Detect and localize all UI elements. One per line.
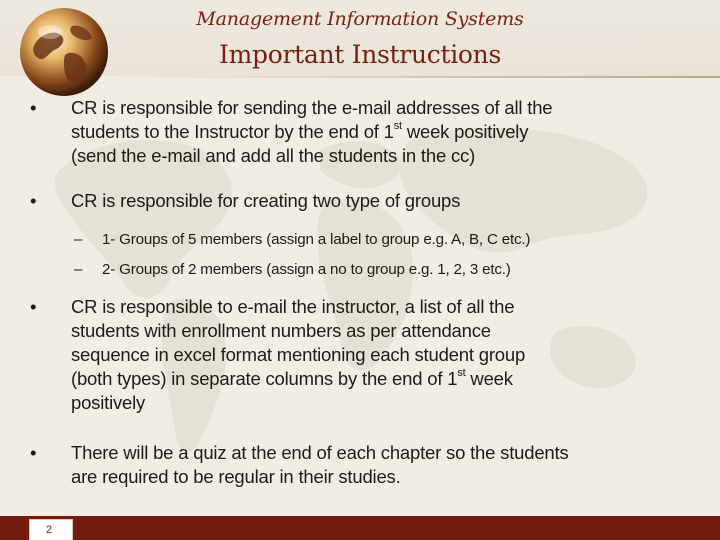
- bullet-line-part: students to the Instructor by the end of 1: [71, 121, 394, 142]
- bullet-line: There will be a quiz at the end of each chapter so the students: [71, 442, 569, 463]
- bullet-line: positively: [71, 392, 146, 413]
- bullet-marker: •: [30, 296, 37, 317]
- bullet-marker: •: [30, 442, 37, 463]
- bullet-line-part: week: [465, 368, 513, 389]
- subitem-text: 2- Groups of 2 members (assign a no to group e.g. 1, 2, 3 etc.): [102, 261, 511, 278]
- bullet-line: students with enrollment numbers as per attendance: [71, 320, 491, 341]
- bullet-text: [71, 441, 711, 489]
- bullet-line: sequence in excel format mentioning each student group: [71, 344, 526, 365]
- bullet-line: (send the e-mail and add all the students in the cc): [71, 145, 476, 166]
- bullet-line-part: week positively: [401, 121, 529, 142]
- bullet-line: [71, 120, 711, 144]
- bullet-marker: •: [30, 97, 37, 118]
- bullet-marker: •: [30, 190, 37, 211]
- bullet-line: CR is responsible for sending the e-mail addresses of all the: [71, 97, 553, 118]
- footer-bar: [0, 516, 720, 540]
- ordinal-suffix: st: [457, 366, 466, 379]
- ordinal-suffix: st: [393, 119, 402, 132]
- course-subtitle: Management Information Systems: [196, 8, 524, 30]
- slide-title: Important Instructions: [219, 40, 501, 69]
- bullet-line: are required to be regular in their studies.: [71, 466, 401, 487]
- bullet-line: CR is responsible to e-mail the instructor, a list of all the: [71, 296, 515, 317]
- bullet-line-part: (both types) in separate columns by the end of 1: [71, 368, 458, 389]
- bullet-line: [71, 367, 711, 391]
- bullet-text: [71, 96, 711, 168]
- subitem-marker: –: [74, 231, 83, 248]
- subitem-text: 1- Groups of 5 members (assign a label to group e.g. A, B, C etc.): [102, 231, 531, 248]
- page-number: 2: [29, 519, 73, 540]
- bullet-text: [71, 295, 711, 415]
- bullet-text: CR is responsible for creating two type of groups: [71, 190, 461, 211]
- subitem-marker: –: [74, 261, 83, 278]
